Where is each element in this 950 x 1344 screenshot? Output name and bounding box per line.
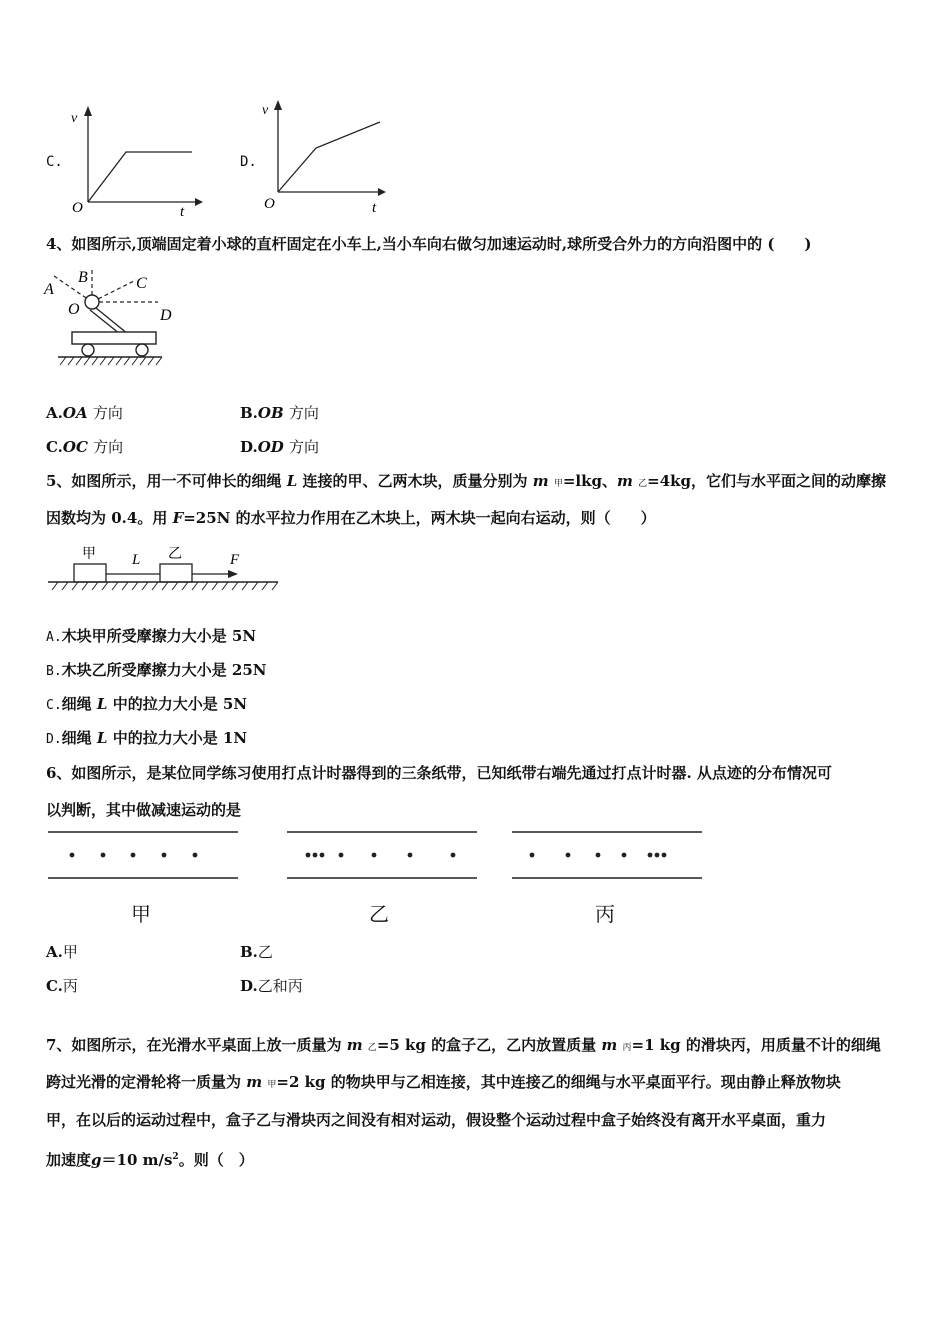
q7-stem-line4: 加速度g＝10 $m/s^2$。则（ ） xyxy=(46,1151,254,1169)
axis-v-label: v xyxy=(71,111,78,126)
label-c: C xyxy=(136,275,147,292)
label-f: F xyxy=(230,552,240,568)
label-a: A xyxy=(44,281,54,298)
q5-stem-line1: 5、如图所示，用一不可伸长的细绳 L 连接的甲、乙两木块，质量分别为 m 甲=lkg、m 乙=4kg，它们与水平面之间的动摩擦 xyxy=(46,472,887,490)
label-jia: 甲 xyxy=(82,547,96,562)
origin-label: O xyxy=(264,196,275,212)
q6-stem-line2: 以判断，其中做减速运动的是 xyxy=(46,801,242,819)
q5-blocks-figure xyxy=(44,540,284,596)
label-d: D xyxy=(160,307,172,324)
q6-option-a[interactable]: A.甲 xyxy=(46,943,78,961)
q6-option-d[interactable]: D.乙和丙 xyxy=(240,977,303,995)
axis-t-label: t xyxy=(180,204,185,220)
q4-option-d[interactable]: D.OD 方向 xyxy=(240,438,320,456)
option-d-label: D. xyxy=(240,154,257,170)
label-b: B xyxy=(78,269,88,286)
q7-stem-line3: 甲，在以后的运动过程中，盒子乙与滑块丙之间没有相对运动，假设整个运动过程中盒子始终没有离开水平桌面，重力 xyxy=(46,1111,827,1129)
q4-option-a[interactable]: A.OA 方向 xyxy=(46,404,123,422)
q5-option-d[interactable]: D.细绳 L 中的拉力大小是 1N xyxy=(46,729,248,747)
q6-tapes-figure xyxy=(40,826,710,886)
q5-stem-line2: 因数均为 0.4。用 F=25N 的水平拉力作用在乙木块上，两木块一起向右运动，则（ ） xyxy=(46,509,656,527)
option-c-vt-graph xyxy=(60,100,210,220)
q7-stem-line1: 7、如图所示，在光滑水平桌面上放一质量为 m 乙=5 kg 的盒子乙，乙内放置质量 m 丙=1 kg 的滑块丙，用质量不计的细绳 xyxy=(46,1036,881,1054)
q5-option-a[interactable]: A.木块甲所受摩擦力大小是 5N xyxy=(46,627,257,645)
q7-stem-line2: 跨过光滑的定滑轮将一质量为 m 甲=2 kg 的物块甲与乙相连接，其中连接乙的细绳与水平桌面平行。现由静止释放物块 xyxy=(46,1073,841,1091)
tape-label-yi: 乙 xyxy=(369,902,389,926)
q6-option-b[interactable]: B.乙 xyxy=(240,943,273,961)
axis-v-label: v xyxy=(262,103,269,118)
q6-option-c[interactable]: C.丙 xyxy=(46,977,78,995)
q5-option-c[interactable]: C.细绳 L 中的拉力大小是 5N xyxy=(46,695,248,713)
label-yi: 乙 xyxy=(168,547,182,562)
q4-option-b[interactable]: B.OB 方向 xyxy=(240,404,319,422)
label-o: O xyxy=(68,301,80,318)
origin-label: O xyxy=(72,200,83,216)
q4-stem: 4、如图所示,顶端固定着小球的直杆固定在小车上,当小车向右做匀加速运动时,球所受合外力的方向沿图中的 ( ) xyxy=(46,235,812,253)
axis-t-label: t xyxy=(372,200,377,216)
label-l: L xyxy=(132,552,141,568)
q4-option-c[interactable]: C.OC 方向 xyxy=(46,438,124,456)
option-c-label: C. xyxy=(46,154,63,170)
tape-label-bing: 丙 xyxy=(595,902,615,926)
option-d-vt-graph xyxy=(252,96,402,220)
q4-cart-figure xyxy=(40,262,190,370)
tape-label-jia: 甲 xyxy=(131,902,151,926)
q6-stem-line1: 6、如图所示，是某位同学练习使用打点计时器得到的三条纸带，已知纸带右端先通过打点计时器. 从点迹的分布情况可 xyxy=(46,764,832,782)
q5-option-b[interactable]: B.木块乙所受摩擦力大小是 25N xyxy=(46,661,267,679)
